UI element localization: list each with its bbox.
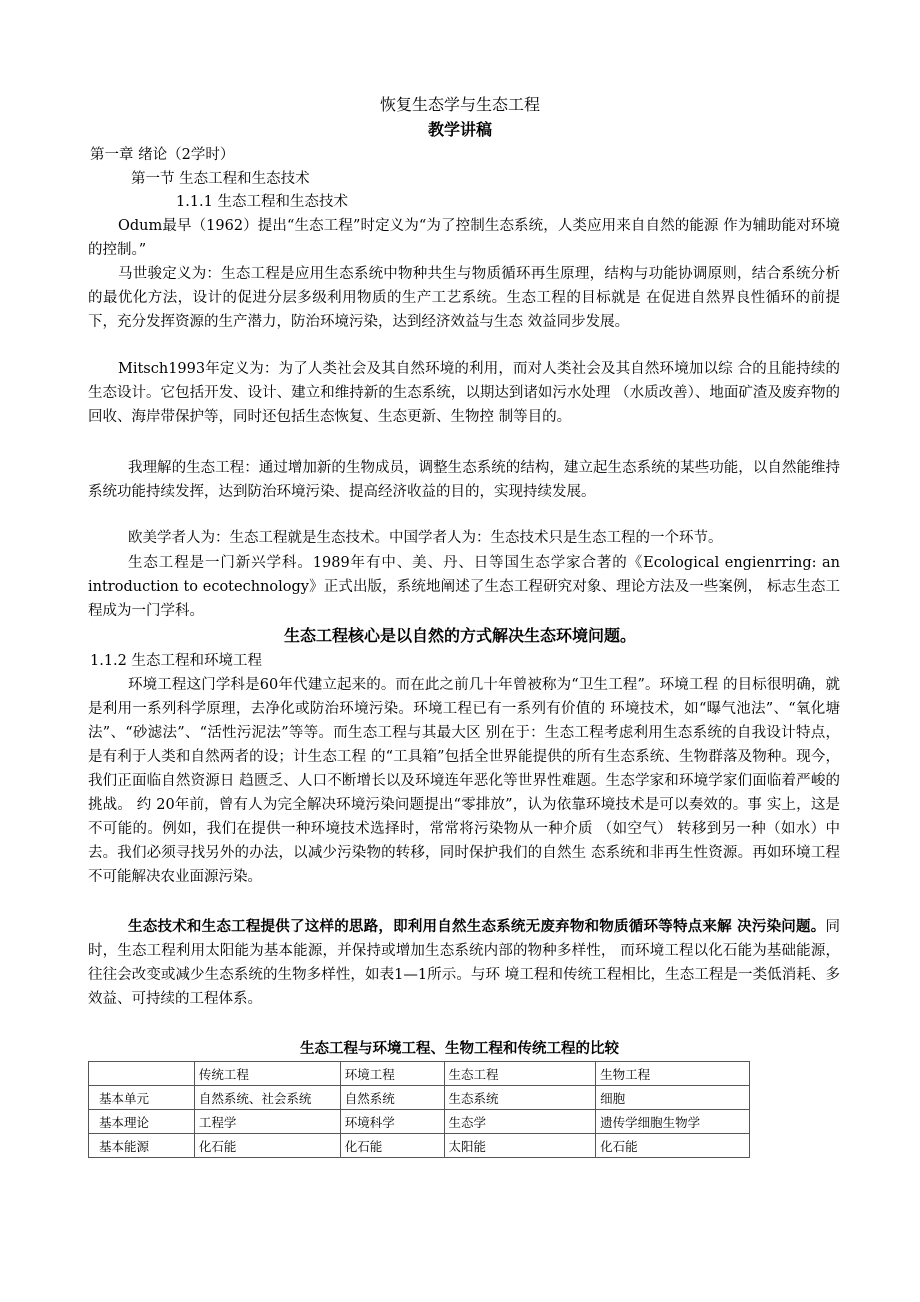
subsection-heading-2: 1.1.2 生态工程和环境工程 (90, 653, 263, 669)
eco-approach-emphasis: 生态技术和生态工程提供了这样的思路，即利用自然生态系统无废弃物和物质循环等特点来解 决污染问题。 (128, 918, 826, 935)
paragraph-new-discipline: 生态工程是一门新兴学科。1989年有中、美、丹、日等国生态学家合著的《Ecological engienrring: an introduction to ecotechnology》正式出版，系统地阐述了生态工程研究对象、理论方法及一些案例， 标志生态工程成为一门学科。 (88, 555, 840, 619)
table-cell: 环境科学 (340, 1110, 444, 1134)
table-cell: 生态系统 (444, 1086, 596, 1110)
table-header-cell: 生物工程 (596, 1062, 750, 1086)
table-row-label: 基本单元 (89, 1086, 195, 1110)
table-cell: 生态学 (444, 1110, 596, 1134)
table-cell: 化石能 (596, 1134, 750, 1158)
table-cell: 遗传学细胞生物学 (596, 1110, 750, 1134)
document-subtitle: 教学讲稿 (427, 120, 492, 139)
paragraph-my-understanding: 我理解的生态工程：通过增加新的生物成员，调整生态系统的结构，建立起生态系统的某些功能，以自然能维持系统功能持续发挥，达到防治环境污染、提高经济收益的目的，实现持续发展。 (88, 460, 840, 500)
table-cell: 自然系统、社会系统 (194, 1086, 340, 1110)
chapter-heading: 第一章 绪论（2学时） (90, 147, 235, 163)
core-statement: 生态工程核心是以自然的方式解决生态环境问题。 (283, 626, 636, 645)
paragraph-eco-approach (88, 915, 840, 1011)
table-header-cell (89, 1062, 195, 1086)
table-cell: 化石能 (194, 1134, 340, 1158)
paragraph-odum: Odum最早（1962）提出“生态工程”时定义为“为了控制生态系统，人类应用来自自然的能源 作为辅助能对环境的控制。” (88, 218, 840, 258)
table-cell: 化石能 (340, 1134, 444, 1158)
table-cell: 太阳能 (444, 1134, 596, 1158)
section-heading: 第一节 生态工程和生态技术 (131, 171, 310, 187)
table-cell: 自然系统 (340, 1086, 444, 1110)
table-cell: 细胞 (596, 1086, 750, 1110)
eco-approach-rest: 同时，生态工程利用太阳能为基本能源，并保持或增加生态系统内部的物种多样性， 而环境工程以化石能为基础能源，往往会改变或减少生态系统的生物多样性，如表1—1所示。与环 境工程和传统工程相比，生态工程是一类低消耗、多效益、可持续的工程体系。 (88, 919, 840, 1007)
table-row (89, 1086, 750, 1110)
table-row (89, 1134, 750, 1158)
table-header-row (89, 1062, 750, 1086)
paragraph-west-vs-china: 欧美学者人为：生态工程就是生态技术。中国学者人为：生态技术只是生态工程的一个环节。 (128, 530, 723, 546)
comparison-table (88, 1061, 750, 1158)
paragraph-mitsch: Mitsch1993年定义为：为了人类社会及其自然环境的利用，而对人类社会及其自然环境加以综 合的且能持续的生态设计。它包括开发、设计、建立和维持新的生态系统，以期达到诸如污水处理 （水质改善）、地面矿渣及废弃物的回收、海岸带保护等，同时还包括生态恢复、生态更新、生物控 制等目的。 (88, 361, 840, 425)
subsection-heading-1: 1.1.1 生态工程和生态技术 (176, 194, 349, 210)
table-header-cell: 生态工程 (444, 1062, 596, 1086)
table-cell: 工程学 (194, 1110, 340, 1134)
table-row (89, 1110, 750, 1134)
table-caption: 生态工程与环境工程、生物工程和传统工程的比较 (300, 1040, 619, 1057)
paragraph-ma-shijun: 马世骏定义为：生态工程是应用生态系统中物种共生与物质循环再生原理，结构与功能协调原则，结合系统分析的最优化方法，设计的促进分层多级利用物质的生产工艺系统。生态工程的目标就是 在促进自然界良性循环的前提下，充分发挥资源的生产潜力，防治环境污染，达到经济效益与生态 效益同步发展。 (88, 266, 840, 330)
table-header-cell: 传统工程 (194, 1062, 340, 1086)
paragraph-env-engineering: 环境工程这门学科是60年代建立起来的。而在此之前几十年曾被称为“卫生工程”。环境工程 的目标很明确，就是利用一系列科学原理，去净化或防治环境污染。环境工程已有一系列有价值的 环境技术，如“曝气池法”、“氧化塘法”、“砂滤法”、“活性污泥法”等等。而生态工程与其最大区 别在于：生态工程考虑利用生态系统的自我设计特点，是有利于人类和自然两者的设；计生态工程 的“工具箱”包括全世界能提供的所有生态系统、生物群落及物种。现今，我们正面临自然资源日 趋匮乏、人口不断增长以及环境连年恶化等世界性难题。生态学家和环境学家们面临着严峻的挑战。 约 20年前，曾有人为完全解决环境污染问题提出“零排放”，认为依靠环境技术是可以奏效的。事 实上，这是不可能的。例如，我们在提供一种环境技术选择时，常常将污染物从一种介质 （如空气） 转移到另一种（如水）中去。我们必须寻找另外的办法，以减少污染物的转移，同时保护我们的自然生 态系统和非再生性资源。再如环境工程不可能解决农业面源污染。 (88, 677, 840, 885)
table-row-label: 基本理论 (89, 1110, 195, 1134)
document-title: 恢复生态学与生态工程 (379, 95, 540, 114)
table-header-cell: 环境工程 (340, 1062, 444, 1086)
table-row-label: 基本能源 (89, 1134, 195, 1158)
